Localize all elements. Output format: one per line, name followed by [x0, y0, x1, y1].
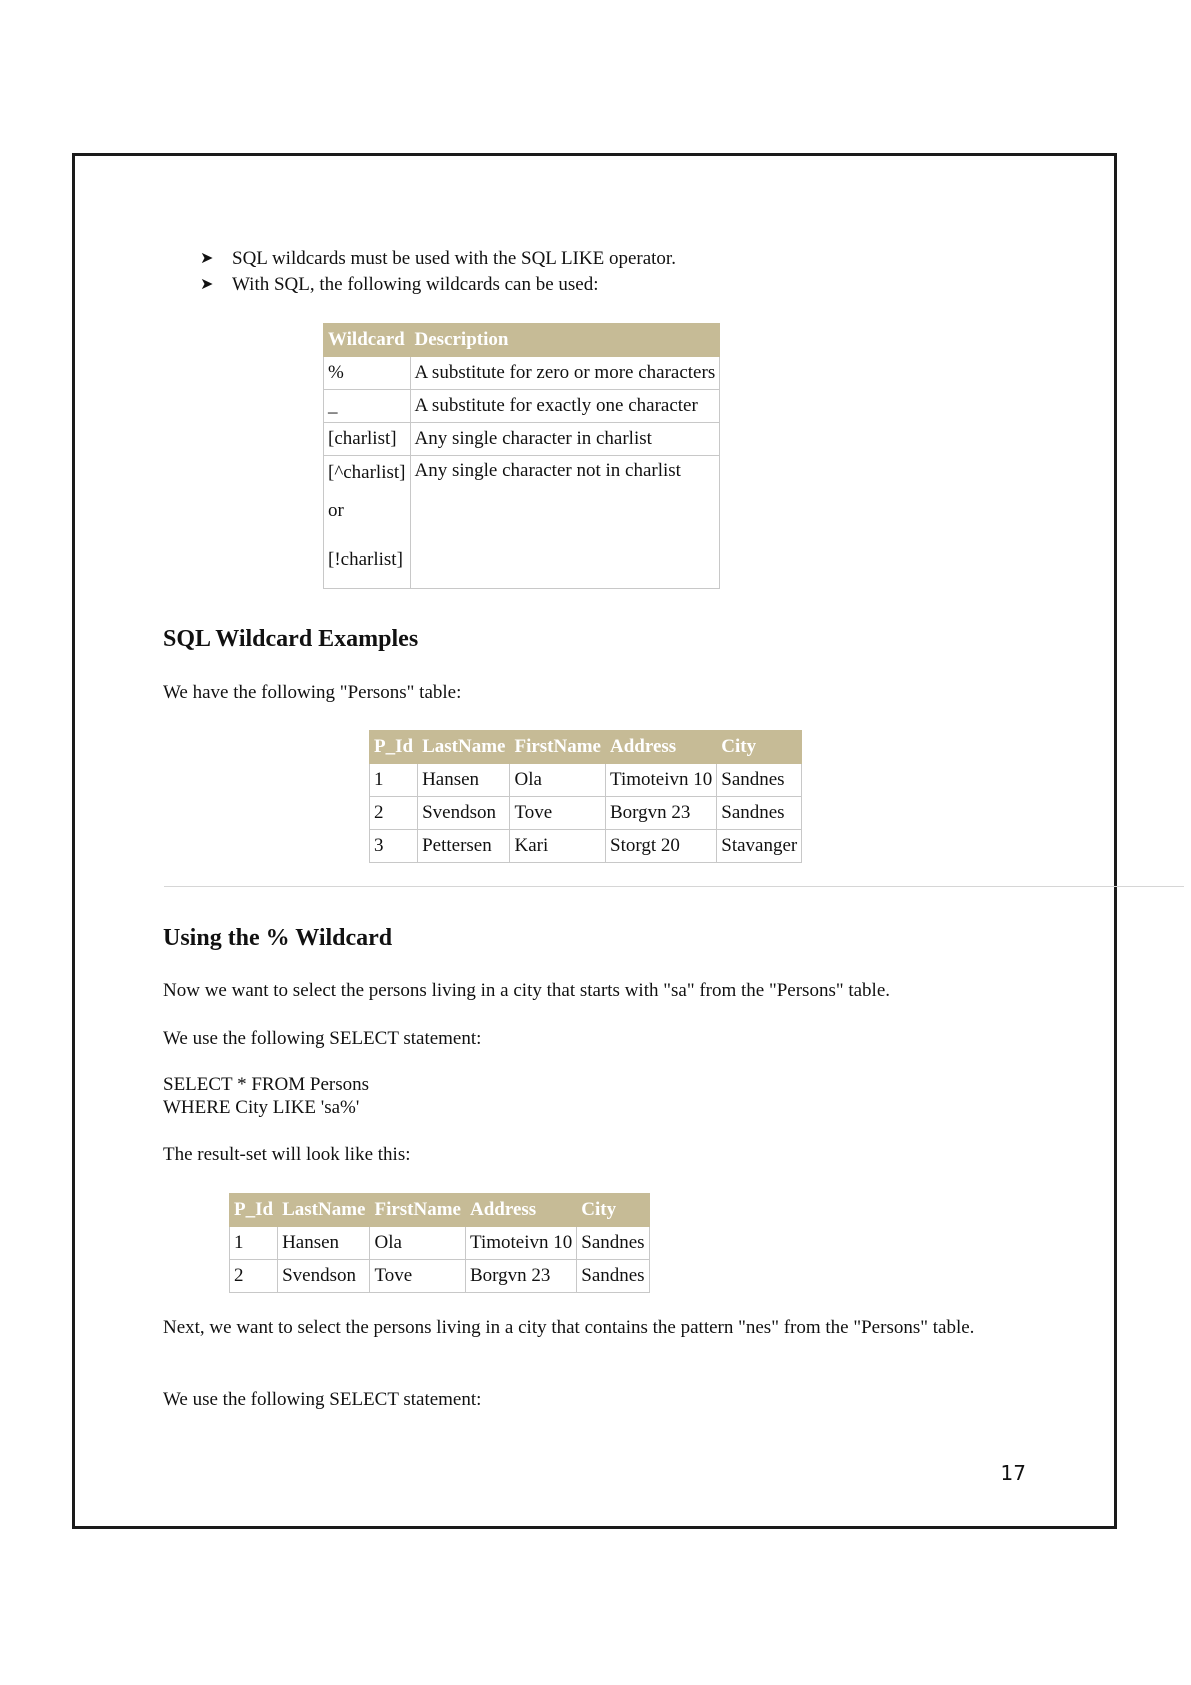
table-row	[370, 764, 802, 797]
column-header: Address	[466, 1194, 577, 1227]
table-cell: Borgvn 23	[466, 1260, 577, 1293]
table-cell: Ola	[510, 764, 606, 797]
section-heading: SQL Wildcard Examples	[163, 626, 419, 652]
column-header: Address	[606, 731, 717, 764]
table-cell: Timoteivn 10	[606, 764, 717, 797]
table-row	[230, 1227, 650, 1260]
table-cell: Borgvn 23	[606, 797, 717, 830]
table-cell: %	[324, 357, 411, 390]
column-header: FirstName	[510, 731, 606, 764]
column-header: Wildcard	[324, 324, 411, 357]
table-cell: Storgt 20	[606, 830, 717, 863]
column-header: City	[577, 1194, 649, 1227]
table-cell: Sandnes	[717, 764, 802, 797]
column-header: FirstName	[370, 1194, 466, 1227]
page-number: 17	[1000, 1461, 1026, 1485]
table-cell: Hansen	[278, 1227, 370, 1260]
table-header-row	[370, 731, 802, 764]
horizontal-divider	[164, 886, 1184, 887]
arrow-bullet-icon: ➤	[200, 250, 214, 267]
bullet-item: ➤ SQL wildcards must be used with the SQL LIKE operator.	[200, 246, 676, 272]
sql-line: WHERE City LIKE 'sa%'	[163, 1097, 360, 1118]
bullet-list	[200, 246, 676, 298]
table-cell: Stavanger	[717, 830, 802, 863]
persons-table	[369, 730, 802, 863]
paragraph: We use the following SELECT statement:	[163, 1028, 482, 1049]
table-cell: 1	[370, 764, 418, 797]
table-row	[370, 830, 802, 863]
table-row	[324, 456, 720, 589]
table-cell: [^charlist] or [!charlist]	[324, 456, 411, 589]
column-header: LastName	[418, 731, 510, 764]
paragraph: Next, we want to select the persons living in a city that contains the pattern "nes" from the "Persons" table.	[163, 1317, 975, 1338]
table-cell: Kari	[510, 830, 606, 863]
bullet-item: ➤ With SQL, the following wildcards can be used:	[200, 272, 676, 298]
table-cell: Ola	[370, 1227, 466, 1260]
table-cell: Sandnes	[717, 797, 802, 830]
table-cell: Hansen	[418, 764, 510, 797]
column-header: P_Id	[230, 1194, 278, 1227]
table-cell: A substitute for exactly one character	[410, 390, 720, 423]
column-header: Description	[410, 324, 720, 357]
table-cell: 2	[230, 1260, 278, 1293]
table-row	[324, 423, 720, 456]
wildcard-table	[323, 323, 720, 589]
table-cell: 2	[370, 797, 418, 830]
arrow-bullet-icon: ➤	[200, 276, 214, 293]
table-row	[324, 390, 720, 423]
table-cell: A substitute for zero or more characters	[410, 357, 720, 390]
paragraph: Now we want to select the persons living in a city that starts with "sa" from the "Persons" table.	[163, 980, 891, 1001]
paragraph: We have the following "Persons" table:	[163, 682, 462, 703]
table-row	[370, 797, 802, 830]
table-cell: Svendson	[418, 797, 510, 830]
result-table	[229, 1193, 650, 1293]
table-cell: _	[324, 390, 411, 423]
column-header: P_Id	[370, 731, 418, 764]
column-header: City	[717, 731, 802, 764]
table-header-row	[230, 1194, 650, 1227]
table-cell: Sandnes	[577, 1227, 649, 1260]
table-cell: [charlist]	[324, 423, 411, 456]
table-cell: 1	[230, 1227, 278, 1260]
table-cell: Any single character in charlist	[410, 423, 720, 456]
table-cell: 3	[370, 830, 418, 863]
table-cell: Tove	[370, 1260, 466, 1293]
table-cell: Any single character not in charlist	[410, 456, 720, 589]
table-row	[230, 1260, 650, 1293]
page-content	[75, 156, 1114, 1526]
table-cell: Timoteivn 10	[466, 1227, 577, 1260]
section-heading: Using the % Wildcard	[163, 925, 393, 951]
page-frame	[72, 153, 1117, 1529]
table-cell: Pettersen	[418, 830, 510, 863]
table-cell: Svendson	[278, 1260, 370, 1293]
table-cell: Sandnes	[577, 1260, 649, 1293]
table-row	[324, 357, 720, 390]
paragraph: The result-set will look like this:	[163, 1144, 411, 1165]
sql-line: SELECT * FROM Persons	[163, 1074, 370, 1095]
table-cell: Tove	[510, 797, 606, 830]
column-header: LastName	[278, 1194, 370, 1227]
paragraph: We use the following SELECT statement:	[163, 1389, 482, 1410]
table-header-row	[324, 324, 720, 357]
